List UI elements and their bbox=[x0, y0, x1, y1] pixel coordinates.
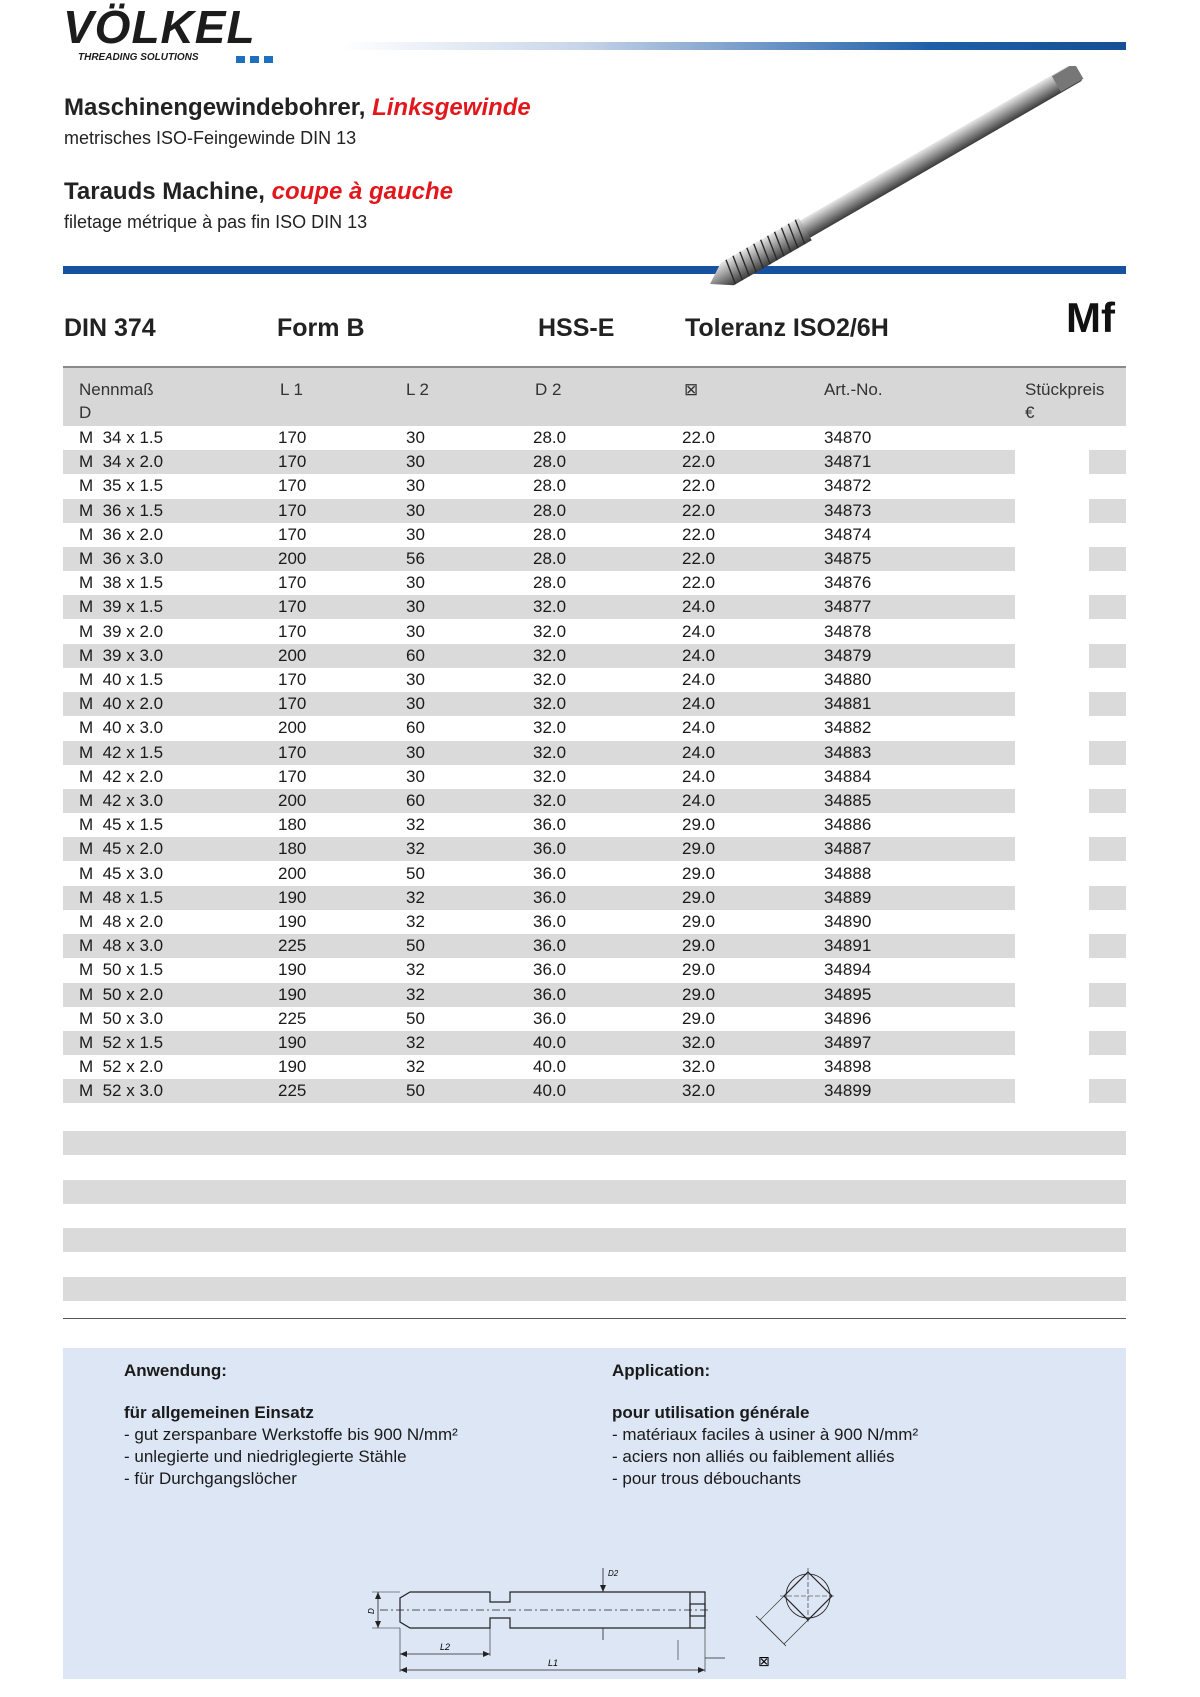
cell-l1: 190 bbox=[278, 984, 307, 1004]
cell-l1: 170 bbox=[278, 428, 307, 447]
cell-nominal: M 40 x 1.5 bbox=[79, 670, 164, 689]
table-row bbox=[63, 692, 1126, 716]
table-row bbox=[63, 716, 1126, 740]
cell-nominal: M 39 x 1.5 bbox=[79, 597, 164, 617]
cell-d2: 32.0 bbox=[533, 621, 567, 641]
header-l1: L 1 bbox=[280, 380, 304, 399]
cell-nominal: M 34 x 2.0 bbox=[79, 452, 164, 472]
cell-l1: 170 bbox=[278, 742, 307, 762]
cell-l1: 190 bbox=[278, 1057, 307, 1077]
subtitle-german: metrisches ISO-Feingewinde DIN 13 bbox=[64, 128, 357, 148]
header-gradient-bar bbox=[340, 42, 1126, 50]
table-row bbox=[63, 958, 1126, 982]
cell-l2: 30 bbox=[406, 766, 425, 786]
cell-nominal: M 36 x 1.5 bbox=[79, 500, 164, 520]
cell-square: 24.0 bbox=[682, 742, 716, 762]
table-row bbox=[63, 571, 1126, 595]
cell-art-no: 34894 bbox=[824, 960, 872, 980]
cell-art-no: 34871 bbox=[824, 452, 872, 472]
price-cell bbox=[1089, 499, 1126, 523]
cell-d2: 36.0 bbox=[533, 839, 567, 859]
table-row bbox=[63, 789, 1126, 813]
table-row bbox=[63, 886, 1126, 910]
cell-nominal: M 52 x 1.5 bbox=[79, 1033, 164, 1052]
cell-l2: 32 bbox=[406, 1033, 425, 1052]
cell-square: 24.0 bbox=[682, 597, 716, 617]
cell-art-no: 34886 bbox=[824, 815, 872, 835]
cell-nominal: M 39 x 2.0 bbox=[79, 621, 164, 641]
cell-l1: 200 bbox=[278, 645, 307, 665]
cell-l1: 225 bbox=[278, 1008, 307, 1028]
cell-d2: 28.0 bbox=[533, 500, 567, 520]
cell-art-no: 34876 bbox=[824, 573, 872, 593]
application-german bbox=[124, 1360, 458, 1490]
table-row bbox=[63, 837, 1126, 861]
application-de-lead: für allgemeinen Einsatz bbox=[124, 1403, 314, 1422]
cell-art-no: 34874 bbox=[824, 524, 872, 544]
subtitle-french: filetage métrique à pas fin ISO DIN 13 bbox=[64, 212, 368, 232]
cell-art-no: 34897 bbox=[824, 1033, 872, 1052]
cell-square: 32.0 bbox=[682, 1081, 716, 1101]
header-d2: D 2 bbox=[535, 380, 562, 399]
title-french-main: Tarauds Machine, bbox=[64, 178, 265, 205]
cell-l1: 170 bbox=[278, 573, 307, 593]
cell-l1: 170 bbox=[278, 500, 307, 520]
cell-l2: 50 bbox=[406, 936, 425, 956]
table-row bbox=[63, 426, 1126, 450]
cell-d2: 40.0 bbox=[533, 1033, 567, 1052]
cell-l1: 180 bbox=[278, 815, 307, 835]
cell-square: 24.0 bbox=[682, 766, 716, 786]
empty-row bbox=[63, 1131, 1126, 1155]
cell-square: 32.0 bbox=[682, 1057, 716, 1077]
title-german-accent: Linksgewinde bbox=[372, 94, 531, 121]
price-cell bbox=[1089, 983, 1126, 1007]
cell-square: 29.0 bbox=[682, 912, 716, 931]
cell-art-no: 34873 bbox=[824, 500, 872, 520]
cell-nominal: M 45 x 1.5 bbox=[79, 815, 164, 835]
cell-nominal: M 45 x 3.0 bbox=[79, 863, 164, 883]
cell-l2: 30 bbox=[406, 573, 425, 593]
cell-square: 22.0 bbox=[682, 428, 716, 447]
cell-l2: 32 bbox=[406, 887, 425, 907]
table-row bbox=[63, 523, 1126, 547]
thread-code: Mf bbox=[1066, 294, 1115, 341]
cell-art-no: 34879 bbox=[824, 645, 872, 665]
cell-l1: 170 bbox=[278, 524, 307, 544]
cell-l1: 200 bbox=[278, 718, 307, 738]
cell-d2: 40.0 bbox=[533, 1081, 567, 1101]
price-cell bbox=[1089, 595, 1126, 619]
cell-square: 29.0 bbox=[682, 839, 716, 859]
cell-nominal: M 45 x 2.0 bbox=[79, 839, 164, 859]
table-row bbox=[63, 474, 1126, 498]
cell-square: 29.0 bbox=[682, 1008, 716, 1028]
table-row bbox=[63, 668, 1126, 692]
cell-art-no: 34889 bbox=[824, 887, 872, 907]
cell-square: 29.0 bbox=[682, 887, 716, 907]
cell-art-no: 34896 bbox=[824, 1008, 872, 1028]
price-cell bbox=[1089, 644, 1126, 668]
application-fr-heading: Application: bbox=[612, 1361, 711, 1380]
cell-l1: 200 bbox=[278, 549, 307, 568]
cell-l1: 170 bbox=[278, 766, 307, 786]
cell-nominal: M 40 x 3.0 bbox=[79, 718, 164, 738]
cell-l2: 30 bbox=[406, 428, 425, 447]
list-item: - für Durchgangslöcher bbox=[124, 1469, 297, 1488]
price-cell bbox=[1089, 450, 1126, 474]
cell-l2: 32 bbox=[406, 815, 425, 835]
cell-l1: 170 bbox=[278, 621, 307, 641]
header-l2: L 2 bbox=[406, 380, 430, 399]
cell-l2: 50 bbox=[406, 1081, 425, 1101]
cell-nominal: M 52 x 3.0 bbox=[79, 1081, 164, 1101]
cell-l2: 32 bbox=[406, 1057, 425, 1077]
cell-l2: 60 bbox=[406, 718, 425, 738]
logo-square-icon bbox=[264, 56, 273, 63]
table-row bbox=[63, 813, 1126, 837]
price-cell bbox=[1089, 1079, 1126, 1103]
cell-square: 24.0 bbox=[682, 718, 716, 738]
cell-l2: 30 bbox=[406, 742, 425, 762]
table-row bbox=[63, 595, 1126, 619]
cell-d2: 36.0 bbox=[533, 912, 567, 931]
price-cell bbox=[1089, 886, 1126, 910]
cell-nominal: M 48 x 1.5 bbox=[79, 887, 164, 907]
cell-square: 22.0 bbox=[682, 524, 716, 544]
cell-l2: 32 bbox=[406, 839, 425, 859]
price-cell bbox=[1089, 741, 1126, 765]
price-cell bbox=[1089, 789, 1126, 813]
cell-d2: 32.0 bbox=[533, 645, 567, 665]
cell-nominal: M 36 x 3.0 bbox=[79, 549, 164, 568]
cell-square: 29.0 bbox=[682, 984, 716, 1004]
cell-nominal: M 38 x 1.5 bbox=[79, 573, 164, 593]
cell-l2: 60 bbox=[406, 645, 425, 665]
cell-art-no: 34891 bbox=[824, 936, 872, 956]
cell-art-no: 34887 bbox=[824, 839, 872, 859]
cell-nominal: M 50 x 1.5 bbox=[79, 960, 164, 980]
list-item: - aciers non alliés ou faiblement alliés bbox=[612, 1447, 895, 1466]
cell-l2: 30 bbox=[406, 524, 425, 544]
cell-d2: 32.0 bbox=[533, 791, 567, 810]
cell-nominal: M 35 x 1.5 bbox=[79, 476, 164, 496]
cell-d2: 32.0 bbox=[533, 694, 567, 714]
header-art-no: Art.-No. bbox=[824, 380, 883, 399]
cell-l1: 180 bbox=[278, 839, 307, 859]
cell-art-no: 34878 bbox=[824, 621, 872, 641]
cell-l1: 190 bbox=[278, 1033, 307, 1052]
cell-l1: 170 bbox=[278, 452, 307, 472]
cell-art-no: 34881 bbox=[824, 694, 872, 714]
section-divider bbox=[63, 1318, 1126, 1319]
cell-art-no: 34875 bbox=[824, 549, 872, 568]
cell-square: 32.0 bbox=[682, 1033, 716, 1052]
cell-l2: 30 bbox=[406, 597, 425, 617]
logo-square-icon bbox=[250, 56, 259, 63]
application-fr-lead: pour utilisation générale bbox=[612, 1403, 810, 1422]
cell-square: 22.0 bbox=[682, 476, 716, 496]
cell-l2: 50 bbox=[406, 863, 425, 883]
title-german-main: Maschinengewindebohrer, bbox=[64, 94, 366, 121]
cell-d2: 32.0 bbox=[533, 670, 567, 689]
cell-square: 22.0 bbox=[682, 573, 716, 593]
table-row bbox=[63, 741, 1126, 765]
cell-d2: 36.0 bbox=[533, 815, 567, 835]
cell-square: 24.0 bbox=[682, 791, 716, 810]
title-german bbox=[64, 94, 531, 122]
cell-nominal: M 48 x 2.0 bbox=[79, 912, 164, 931]
price-cell bbox=[1089, 547, 1126, 571]
cell-nominal: M 50 x 2.0 bbox=[79, 984, 164, 1004]
cell-square: 29.0 bbox=[682, 863, 716, 883]
cell-d2: 32.0 bbox=[533, 718, 567, 738]
table-row bbox=[63, 1055, 1126, 1079]
spec-form: Form B bbox=[277, 314, 365, 342]
dim-d-label: D bbox=[367, 1608, 376, 1614]
cell-l1: 225 bbox=[278, 936, 307, 956]
cell-art-no: 34882 bbox=[824, 718, 872, 738]
table-row bbox=[63, 547, 1126, 571]
table-row bbox=[63, 983, 1126, 1007]
cell-nominal: M 42 x 2.0 bbox=[79, 766, 164, 786]
cell-l1: 170 bbox=[278, 670, 307, 689]
cell-art-no: 34899 bbox=[824, 1081, 872, 1101]
table-row bbox=[63, 499, 1126, 523]
cell-square: 22.0 bbox=[682, 452, 716, 472]
cell-l2: 32 bbox=[406, 984, 425, 1004]
cell-square: 24.0 bbox=[682, 621, 716, 641]
cell-d2: 40.0 bbox=[533, 1057, 567, 1077]
cell-art-no: 34870 bbox=[824, 428, 872, 447]
table-row bbox=[63, 644, 1126, 668]
cell-d2: 28.0 bbox=[533, 476, 567, 496]
cell-square: 22.0 bbox=[682, 549, 716, 568]
dim-square-icon: ⊠ bbox=[758, 1654, 770, 1670]
cell-nominal: M 40 x 2.0 bbox=[79, 694, 164, 714]
cell-nominal: M 36 x 2.0 bbox=[79, 524, 164, 544]
header-nominal: Nennmaß D bbox=[79, 380, 154, 422]
empty-row bbox=[63, 1228, 1126, 1252]
list-item: - unlegierte und niedriglegierte Stähle bbox=[124, 1447, 407, 1466]
table-row bbox=[63, 910, 1126, 934]
cell-d2: 36.0 bbox=[533, 984, 567, 1004]
cell-art-no: 34898 bbox=[824, 1057, 872, 1077]
header-square-icon: ⊠ bbox=[684, 380, 699, 399]
cell-l2: 32 bbox=[406, 960, 425, 980]
list-item: - gut zerspanbare Werkstoffe bis 900 N/mm² bbox=[124, 1425, 458, 1444]
cell-nominal: M 52 x 2.0 bbox=[79, 1057, 164, 1077]
price-cell bbox=[1089, 692, 1126, 716]
table-row bbox=[63, 765, 1126, 789]
square-end-drawing bbox=[750, 1552, 860, 1672]
application-de-heading: Anwendung: bbox=[124, 1361, 227, 1380]
header-price: Stückpreis € bbox=[1025, 380, 1105, 422]
cell-art-no: 34888 bbox=[824, 863, 872, 883]
cell-l1: 225 bbox=[278, 1081, 307, 1101]
cell-l2: 30 bbox=[406, 452, 425, 472]
cell-l1: 190 bbox=[278, 912, 307, 931]
cell-l1: 170 bbox=[278, 597, 307, 617]
cell-d2: 28.0 bbox=[533, 549, 567, 568]
empty-row bbox=[63, 1180, 1126, 1204]
price-cell bbox=[1089, 837, 1126, 861]
table-row bbox=[63, 1007, 1126, 1031]
title-french-accent: coupe à gauche bbox=[271, 178, 454, 205]
cell-art-no: 34883 bbox=[824, 742, 872, 762]
cell-nominal: M 39 x 3.0 bbox=[79, 645, 164, 665]
table-row bbox=[63, 862, 1126, 886]
title-french bbox=[64, 178, 453, 206]
spec-tolerance: Toleranz ISO2/6H bbox=[685, 314, 889, 342]
cell-l1: 190 bbox=[278, 887, 307, 907]
cell-square: 29.0 bbox=[682, 960, 716, 980]
brand-tagline: THREADING SOLUTIONS bbox=[78, 52, 199, 63]
cell-l2: 32 bbox=[406, 912, 425, 931]
cell-square: 29.0 bbox=[682, 815, 716, 835]
cell-d2: 36.0 bbox=[533, 1008, 567, 1028]
logo-square-icon bbox=[236, 56, 245, 63]
application-french bbox=[612, 1360, 918, 1490]
cell-art-no: 34872 bbox=[824, 476, 872, 496]
cell-d2: 36.0 bbox=[533, 960, 567, 980]
cell-square: 29.0 bbox=[682, 936, 716, 956]
cell-art-no: 34890 bbox=[824, 912, 872, 931]
cell-square: 24.0 bbox=[682, 694, 716, 714]
cell-art-no: 34895 bbox=[824, 984, 872, 1004]
cell-nominal: M 48 x 3.0 bbox=[79, 936, 164, 956]
list-item: - pour trous débouchants bbox=[612, 1469, 802, 1488]
cell-square: 24.0 bbox=[682, 645, 716, 665]
cell-l2: 30 bbox=[406, 476, 425, 496]
spec-din: DIN 374 bbox=[64, 314, 156, 342]
cell-nominal: M 42 x 3.0 bbox=[79, 791, 164, 810]
cell-l2: 60 bbox=[406, 791, 425, 810]
cell-d2: 32.0 bbox=[533, 742, 567, 762]
cell-art-no: 34877 bbox=[824, 597, 872, 617]
cell-nominal: M 50 x 3.0 bbox=[79, 1008, 164, 1028]
cell-l2: 30 bbox=[406, 670, 425, 689]
table-row bbox=[63, 450, 1126, 474]
cell-l2: 30 bbox=[406, 694, 425, 714]
table-header bbox=[63, 366, 1126, 426]
cell-l2: 30 bbox=[406, 500, 425, 520]
brand-logo: VÖLKEL bbox=[63, 1, 256, 53]
cell-art-no: 34884 bbox=[824, 766, 872, 786]
dim-l2-label: L2 bbox=[440, 1642, 451, 1652]
cell-square: 24.0 bbox=[682, 670, 716, 689]
cell-d2: 32.0 bbox=[533, 766, 567, 786]
table-row bbox=[63, 620, 1126, 644]
spec-material: HSS-E bbox=[538, 314, 615, 342]
list-item: - matériaux faciles à usiner à 900 N/mm² bbox=[612, 1425, 919, 1444]
dim-d2-label: D2 bbox=[608, 1569, 619, 1578]
cell-l1: 200 bbox=[278, 863, 307, 883]
table-row bbox=[63, 1031, 1126, 1055]
cell-art-no: 34880 bbox=[824, 670, 872, 689]
cell-d2: 28.0 bbox=[533, 428, 567, 447]
cell-l1: 170 bbox=[278, 694, 307, 714]
table-row bbox=[63, 934, 1126, 958]
cell-l2: 30 bbox=[406, 621, 425, 641]
cell-nominal: M 34 x 1.5 bbox=[79, 428, 164, 447]
cell-nominal: M 42 x 1.5 bbox=[79, 742, 164, 762]
price-cell bbox=[1089, 934, 1126, 958]
tap-product-image bbox=[690, 66, 1110, 296]
cell-d2: 28.0 bbox=[533, 573, 567, 593]
cell-l2: 50 bbox=[406, 1008, 425, 1028]
cell-d2: 36.0 bbox=[533, 863, 567, 883]
cell-d2: 28.0 bbox=[533, 452, 567, 472]
cell-l2: 56 bbox=[406, 549, 425, 568]
cell-square: 22.0 bbox=[682, 500, 716, 520]
table-row bbox=[63, 1079, 1126, 1103]
cell-d2: 36.0 bbox=[533, 936, 567, 956]
dim-l1-label: L1 bbox=[548, 1658, 559, 1668]
cell-d2: 28.0 bbox=[533, 524, 567, 544]
cell-d2: 32.0 bbox=[533, 597, 567, 617]
cell-l1: 170 bbox=[278, 476, 307, 496]
price-cell bbox=[1089, 1031, 1126, 1055]
cell-d2: 36.0 bbox=[533, 887, 567, 907]
empty-row bbox=[63, 1277, 1126, 1301]
cell-l1: 190 bbox=[278, 960, 307, 980]
cell-l1: 200 bbox=[278, 791, 307, 810]
cell-art-no: 34885 bbox=[824, 791, 872, 810]
